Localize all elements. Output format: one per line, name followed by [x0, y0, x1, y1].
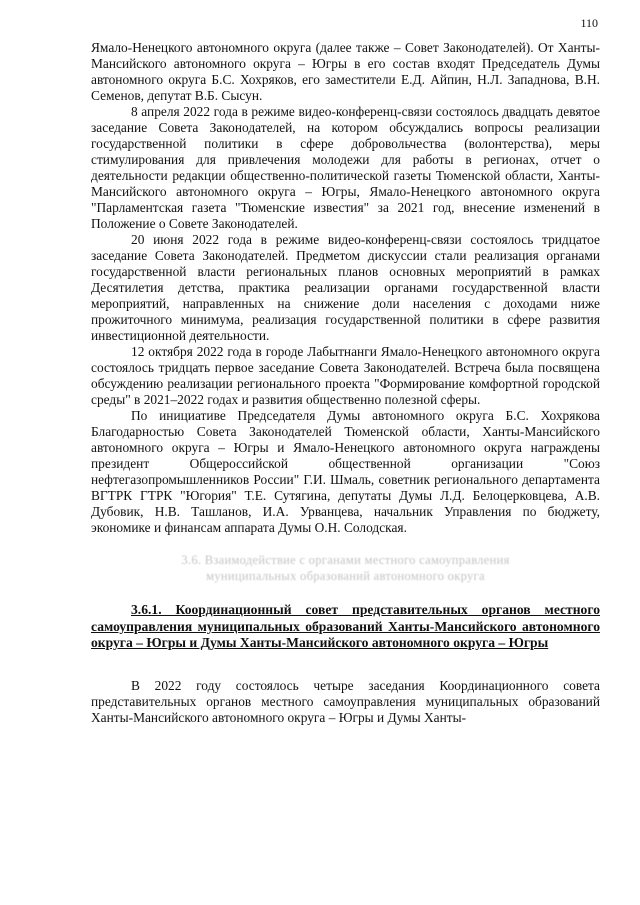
page-number: 110: [580, 16, 598, 30]
faded-heading-line-2: муниципальных образований автономного округа: [206, 569, 485, 583]
paragraph-april-meeting: 8 апреля 2022 года в режиме видео-конференц-связи состоялось двадцать девятое заседание Совета Законодателей, на котором обсуждались вопросы реализации государственной политики в сфере добровольчества (волонтерства), меры стимулирования для привлечения молодежи для работы в регионах, отчет о деятельности редакции общественно-политической газеты Тюменской области, Ханты-Мансийского автономного округа – Югры, Ямало-Ненецкого автономного округа "Парламентская газета "Тюменские известия" за 2021 год, внесение изменений в Положение о Совете Законодателей.: [91, 104, 600, 231]
document-body: [91, 40, 600, 726]
paragraph-october-meeting: 12 октября 2022 года в городе Лабытнанги Ямало-Ненецкого автономного округа состоялось тридцать первое заседание Совета Законодателей. Встреча была посвящена обсуждению реализации регионального проекта "Формирование комфортной городской среды" в 2021–2022 годах и развития общественно полезной сферы.: [91, 344, 600, 407]
subsection-heading: 3.6.1. Координационный совет представительных органов местного самоуправления муниципальных образований Ханты-Мансийского автономного округа – Югры и Думы Ханты-Мансийского автономного округа – Югры: [91, 602, 600, 650]
paragraph-coordination-council: В 2022 году состоялось четыре заседания Координационного совета представительных органов местного самоуправления муниципальных образований Ханты-Мансийского автономного округа – Югры и Думы Ханты-: [91, 677, 600, 725]
faded-section-heading: [91, 552, 600, 586]
spacer: [91, 652, 600, 678]
paragraph-awards: По инициативе Председателя Думы автономного округа Б.С. Хохрякова Благодарностью Совета Законодателей Тюменской области, Ханты-Мансийского автономного округа – Югры и Ямало-Ненецкого автономного округа награждены президент Общероссийской общественной организации "Союз нефтегазопромышленников России" Г.И. Шмаль, советник регионального департамента ВГТРК ГТРК "Югория" Т.Е. Сутягина, депутаты Думы Л.Д. Белоцерковцева, А.В. Дубовик, Н.В. Ташланов, И.А. Урванцева, начальник Управления по бюджету, экономике и финансам аппарата Думы О.Н. Солодская.: [91, 408, 600, 535]
faded-heading-line-1: 3.6. Взаимодействие с органами местного самоуправления: [181, 553, 510, 567]
paragraph-june-meeting: 20 июня 2022 года в режиме видео-конференц-связи состоялось тридцатое заседание Совета Законодателей. Предметом дискуссии стали реализация органами государственной власти региональных планов основных мероприятий в рамках Десятилетия детства, практика реализации органами государственной власти мероприятий, направленных на снижение доли населения с доходами ниже прожиточного минимума, реализация государственной политики в сфере развития инвестиционной деятельности.: [91, 232, 600, 343]
paragraph-council-composition: Ямало-Ненецкого автономного округа (далее также – Совет Законодателей). От Ханты-Мансийского автономного округа – Югры в его состав входят Председатель Думы автономного округа Б.С. Хохряков, его заместители Е.Д. Айпин, Н.Л. Западнова, В.Н. Семенов, депутат В.Б. Сысун.: [91, 40, 600, 103]
